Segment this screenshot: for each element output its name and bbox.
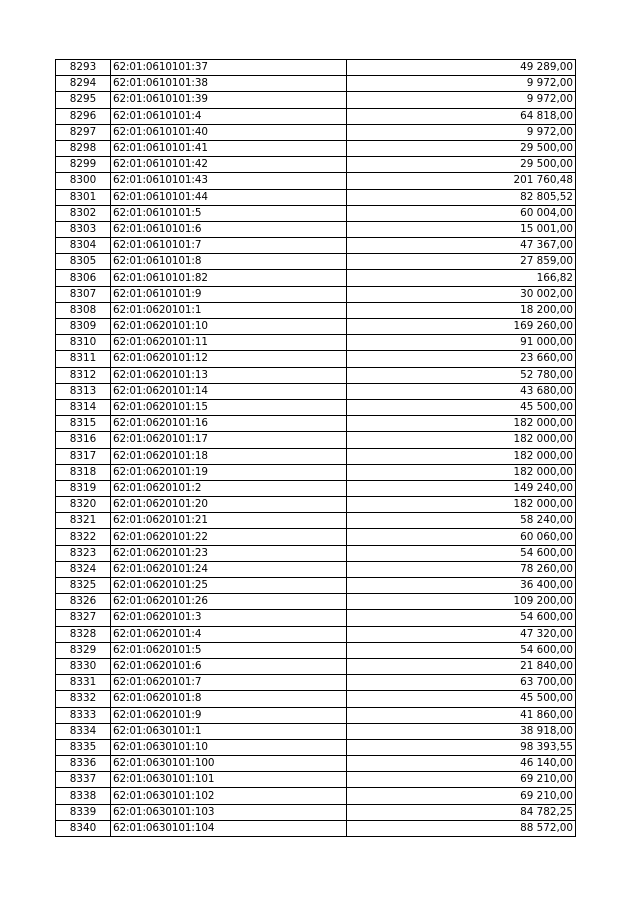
cadastral-number-cell: 62:01:0610101:6 — [111, 221, 347, 237]
table-row — [56, 140, 576, 156]
table-row — [56, 270, 576, 286]
row-number-cell: 8321 — [56, 513, 111, 529]
table-row — [56, 772, 576, 788]
value-cell: 60 060,00 — [347, 529, 576, 545]
value-cell: 60 004,00 — [347, 205, 576, 221]
value-cell: 21 840,00 — [347, 658, 576, 674]
cadastral-number-cell: 62:01:0620101:18 — [111, 448, 347, 464]
cadastral-number-cell: 62:01:0620101:20 — [111, 497, 347, 513]
row-number-cell: 8339 — [56, 804, 111, 820]
value-cell: 88 572,00 — [347, 820, 576, 836]
value-cell: 43 680,00 — [347, 383, 576, 399]
row-number-cell: 8325 — [56, 578, 111, 594]
table-row — [56, 60, 576, 76]
value-cell: 166,82 — [347, 270, 576, 286]
cadastral-number-cell: 62:01:0610101:37 — [111, 60, 347, 76]
cadastral-number-cell: 62:01:0610101:42 — [111, 157, 347, 173]
value-cell: 201 760,48 — [347, 173, 576, 189]
value-cell: 45 500,00 — [347, 691, 576, 707]
table-row — [56, 432, 576, 448]
table-row — [56, 367, 576, 383]
cadastral-number-cell: 62:01:0620101:7 — [111, 675, 347, 691]
value-cell: 52 780,00 — [347, 367, 576, 383]
row-number-cell: 8327 — [56, 610, 111, 626]
value-cell: 109 200,00 — [347, 594, 576, 610]
cadastral-number-cell: 62:01:0620101:24 — [111, 561, 347, 577]
value-cell: 58 240,00 — [347, 513, 576, 529]
value-cell: 63 700,00 — [347, 675, 576, 691]
row-number-cell: 8337 — [56, 772, 111, 788]
table-row — [56, 739, 576, 755]
cadastral-number-cell: 62:01:0620101:5 — [111, 642, 347, 658]
value-cell: 45 500,00 — [347, 399, 576, 415]
cadastral-number-cell: 62:01:0620101:23 — [111, 545, 347, 561]
cadastral-number-cell: 62:01:0630101:102 — [111, 788, 347, 804]
row-number-cell: 8300 — [56, 173, 111, 189]
table-row — [56, 286, 576, 302]
table-row — [56, 820, 576, 836]
cadastral-number-cell: 62:01:0620101:1 — [111, 302, 347, 318]
row-number-cell: 8307 — [56, 286, 111, 302]
value-cell: 18 200,00 — [347, 302, 576, 318]
value-cell: 69 210,00 — [347, 788, 576, 804]
row-number-cell: 8334 — [56, 723, 111, 739]
value-cell: 29 500,00 — [347, 157, 576, 173]
cadastral-number-cell: 62:01:0610101:5 — [111, 205, 347, 221]
value-cell: 47 320,00 — [347, 626, 576, 642]
row-number-cell: 8333 — [56, 707, 111, 723]
value-cell: 91 000,00 — [347, 335, 576, 351]
cadastral-number-cell: 62:01:0630101:104 — [111, 820, 347, 836]
cadastral-number-cell: 62:01:0630101:101 — [111, 772, 347, 788]
cadastral-number-cell: 62:01:0620101:21 — [111, 513, 347, 529]
cadastral-number-cell: 62:01:0610101:4 — [111, 108, 347, 124]
cadastral-number-cell: 62:01:0620101:26 — [111, 594, 347, 610]
value-cell: 29 500,00 — [347, 140, 576, 156]
cadastral-number-cell: 62:01:0610101:44 — [111, 189, 347, 205]
table-row — [56, 642, 576, 658]
table-row — [56, 383, 576, 399]
table-row — [56, 448, 576, 464]
value-cell: 82 805,52 — [347, 189, 576, 205]
value-cell: 15 001,00 — [347, 221, 576, 237]
row-number-cell: 8303 — [56, 221, 111, 237]
row-number-cell: 8330 — [56, 658, 111, 674]
value-cell: 46 140,00 — [347, 756, 576, 772]
row-number-cell: 8322 — [56, 529, 111, 545]
cadastral-number-cell: 62:01:0620101:14 — [111, 383, 347, 399]
row-number-cell: 8313 — [56, 383, 111, 399]
table-row — [56, 124, 576, 140]
table-row — [56, 480, 576, 496]
table-row — [56, 76, 576, 92]
cadastral-number-cell: 62:01:0610101:40 — [111, 124, 347, 140]
row-number-cell: 8317 — [56, 448, 111, 464]
cadastral-number-cell: 62:01:0620101:16 — [111, 416, 347, 432]
value-cell: 9 972,00 — [347, 92, 576, 108]
table-row — [56, 254, 576, 270]
table-row — [56, 578, 576, 594]
row-number-cell: 8294 — [56, 76, 111, 92]
row-number-cell: 8299 — [56, 157, 111, 173]
cadastral-number-cell: 62:01:0620101:3 — [111, 610, 347, 626]
table-row — [56, 707, 576, 723]
value-cell: 84 782,25 — [347, 804, 576, 820]
table-row — [56, 189, 576, 205]
row-number-cell: 8315 — [56, 416, 111, 432]
row-number-cell: 8320 — [56, 497, 111, 513]
value-cell: 36 400,00 — [347, 578, 576, 594]
row-number-cell: 8295 — [56, 92, 111, 108]
table-row — [56, 788, 576, 804]
value-cell: 182 000,00 — [347, 432, 576, 448]
value-cell: 98 393,55 — [347, 739, 576, 755]
row-number-cell: 8323 — [56, 545, 111, 561]
table-row — [56, 416, 576, 432]
table-row — [56, 561, 576, 577]
row-number-cell: 8329 — [56, 642, 111, 658]
table-row — [56, 594, 576, 610]
table-row — [56, 658, 576, 674]
row-number-cell: 8301 — [56, 189, 111, 205]
value-cell: 182 000,00 — [347, 464, 576, 480]
cadastral-number-cell: 62:01:0620101:15 — [111, 399, 347, 415]
value-cell: 27 859,00 — [347, 254, 576, 270]
cadastral-number-cell: 62:01:0610101:41 — [111, 140, 347, 156]
cadastral-value-table — [55, 59, 576, 837]
table-row — [56, 804, 576, 820]
table-row — [56, 221, 576, 237]
cadastral-number-cell: 62:01:0620101:11 — [111, 335, 347, 351]
row-number-cell: 8309 — [56, 319, 111, 335]
table-row — [56, 691, 576, 707]
cadastral-number-cell: 62:01:0630101:10 — [111, 739, 347, 755]
row-number-cell: 8302 — [56, 205, 111, 221]
row-number-cell: 8308 — [56, 302, 111, 318]
table-row — [56, 173, 576, 189]
table-body — [56, 60, 576, 837]
row-number-cell: 8335 — [56, 739, 111, 755]
value-cell: 41 860,00 — [347, 707, 576, 723]
row-number-cell: 8311 — [56, 351, 111, 367]
value-cell: 54 600,00 — [347, 610, 576, 626]
row-number-cell: 8316 — [56, 432, 111, 448]
row-number-cell: 8296 — [56, 108, 111, 124]
value-cell: 23 660,00 — [347, 351, 576, 367]
table-row — [56, 529, 576, 545]
table-row — [56, 513, 576, 529]
row-number-cell: 8306 — [56, 270, 111, 286]
cadastral-number-cell: 62:01:0610101:39 — [111, 92, 347, 108]
value-cell: 47 367,00 — [347, 238, 576, 254]
row-number-cell: 8314 — [56, 399, 111, 415]
table-row — [56, 238, 576, 254]
value-cell: 9 972,00 — [347, 124, 576, 140]
row-number-cell: 8340 — [56, 820, 111, 836]
cadastral-number-cell: 62:01:0630101:1 — [111, 723, 347, 739]
row-number-cell: 8332 — [56, 691, 111, 707]
table-row — [56, 756, 576, 772]
table-row — [56, 302, 576, 318]
row-number-cell: 8324 — [56, 561, 111, 577]
cadastral-number-cell: 62:01:0620101:10 — [111, 319, 347, 335]
row-number-cell: 8336 — [56, 756, 111, 772]
cadastral-number-cell: 62:01:0620101:4 — [111, 626, 347, 642]
cadastral-number-cell: 62:01:0620101:13 — [111, 367, 347, 383]
value-cell: 182 000,00 — [347, 448, 576, 464]
cadastral-number-cell: 62:01:0610101:43 — [111, 173, 347, 189]
table-row — [56, 319, 576, 335]
row-number-cell: 8338 — [56, 788, 111, 804]
row-number-cell: 8297 — [56, 124, 111, 140]
cadastral-number-cell: 62:01:0620101:8 — [111, 691, 347, 707]
table-row — [56, 205, 576, 221]
value-cell: 30 002,00 — [347, 286, 576, 302]
row-number-cell: 8304 — [56, 238, 111, 254]
table-row — [56, 497, 576, 513]
value-cell: 64 818,00 — [347, 108, 576, 124]
row-number-cell: 8293 — [56, 60, 111, 76]
value-cell: 182 000,00 — [347, 416, 576, 432]
table-row — [56, 92, 576, 108]
value-cell: 38 918,00 — [347, 723, 576, 739]
value-cell: 9 972,00 — [347, 76, 576, 92]
value-cell: 169 260,00 — [347, 319, 576, 335]
value-cell: 69 210,00 — [347, 772, 576, 788]
row-number-cell: 8305 — [56, 254, 111, 270]
table-row — [56, 108, 576, 124]
cadastral-number-cell: 62:01:0610101:8 — [111, 254, 347, 270]
cadastral-number-cell: 62:01:0610101:9 — [111, 286, 347, 302]
cadastral-number-cell: 62:01:0610101:38 — [111, 76, 347, 92]
row-number-cell: 8319 — [56, 480, 111, 496]
table-row — [56, 675, 576, 691]
table-row — [56, 335, 576, 351]
value-cell: 182 000,00 — [347, 497, 576, 513]
table-row — [56, 351, 576, 367]
cadastral-number-cell: 62:01:0620101:17 — [111, 432, 347, 448]
cadastral-number-cell: 62:01:0630101:103 — [111, 804, 347, 820]
table-row — [56, 464, 576, 480]
value-cell: 49 289,00 — [347, 60, 576, 76]
value-cell: 54 600,00 — [347, 545, 576, 561]
cadastral-number-cell: 62:01:0630101:100 — [111, 756, 347, 772]
cadastral-number-cell: 62:01:0620101:25 — [111, 578, 347, 594]
table-row — [56, 399, 576, 415]
cadastral-number-cell: 62:01:0610101:82 — [111, 270, 347, 286]
row-number-cell: 8318 — [56, 464, 111, 480]
value-cell: 54 600,00 — [347, 642, 576, 658]
value-cell: 149 240,00 — [347, 480, 576, 496]
cadastral-number-cell: 62:01:0620101:6 — [111, 658, 347, 674]
cadastral-number-cell: 62:01:0620101:9 — [111, 707, 347, 723]
cadastral-number-cell: 62:01:0620101:22 — [111, 529, 347, 545]
cadastral-number-cell: 62:01:0620101:2 — [111, 480, 347, 496]
row-number-cell: 8326 — [56, 594, 111, 610]
table-row — [56, 610, 576, 626]
value-cell: 78 260,00 — [347, 561, 576, 577]
row-number-cell: 8328 — [56, 626, 111, 642]
row-number-cell: 8331 — [56, 675, 111, 691]
row-number-cell: 8310 — [56, 335, 111, 351]
cadastral-number-cell: 62:01:0620101:19 — [111, 464, 347, 480]
row-number-cell: 8298 — [56, 140, 111, 156]
table-row — [56, 545, 576, 561]
row-number-cell: 8312 — [56, 367, 111, 383]
cadastral-number-cell: 62:01:0610101:7 — [111, 238, 347, 254]
table-row — [56, 723, 576, 739]
cadastral-number-cell: 62:01:0620101:12 — [111, 351, 347, 367]
table-row — [56, 157, 576, 173]
table-row — [56, 626, 576, 642]
